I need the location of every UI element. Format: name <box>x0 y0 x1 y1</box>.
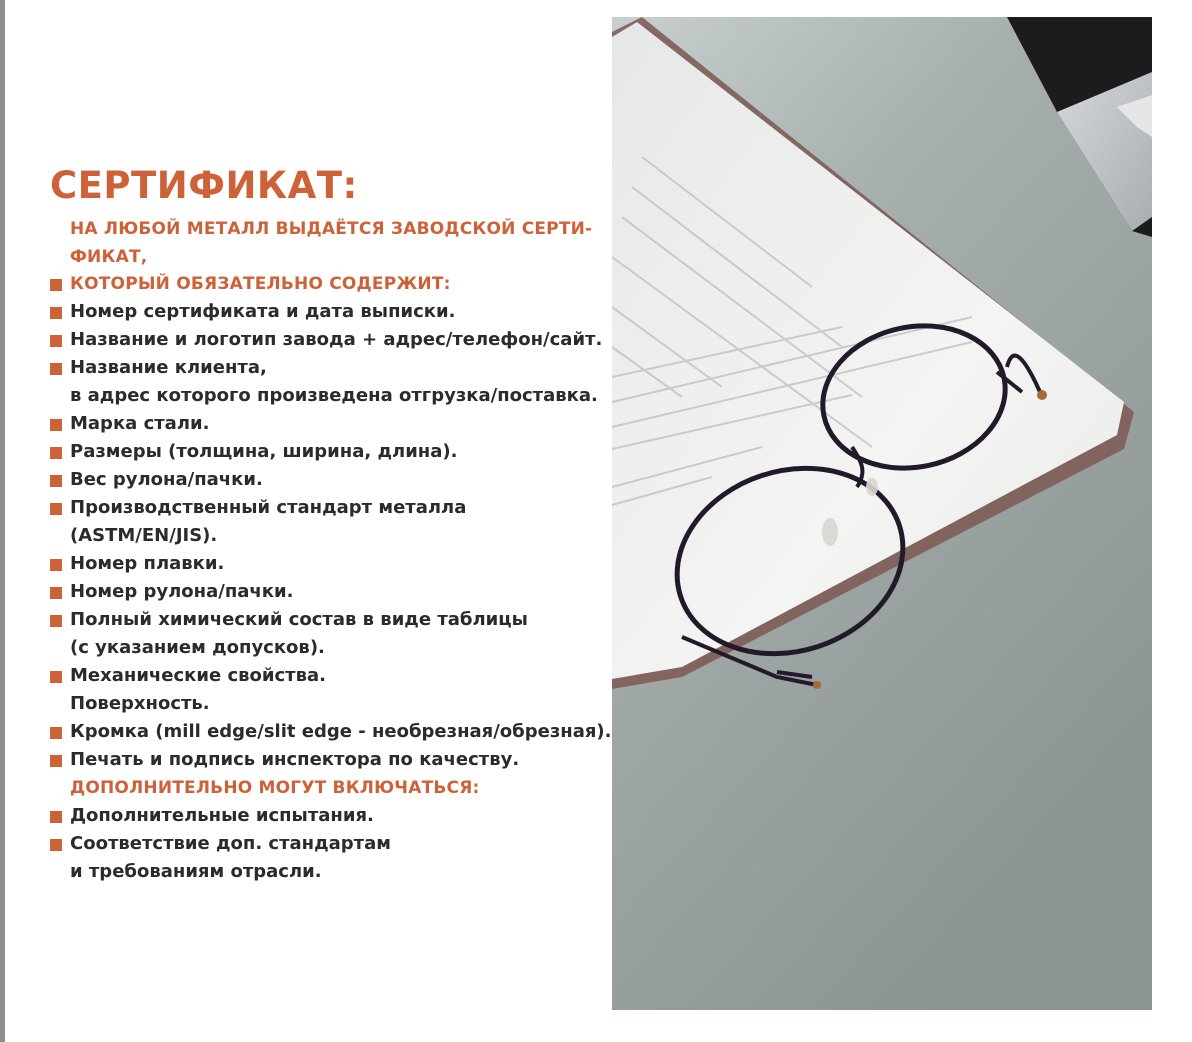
list-item-text: ДОПОЛНИТЕЛЬНО МОГУТ ВКЛЮЧАТЬСЯ: <box>70 778 480 798</box>
square-bullet-icon <box>50 279 62 291</box>
list-item <box>50 858 610 886</box>
square-bullet-icon <box>50 811 62 823</box>
list-item <box>50 830 610 858</box>
list-item <box>50 438 610 466</box>
square-bullet-icon <box>50 615 62 627</box>
square-bullet-icon <box>50 839 62 851</box>
list-item-text: Номер сертификата и дата выписки. <box>70 301 456 322</box>
list-item <box>50 662 610 690</box>
list-item-text: Печать и подпись инспектора по качеству. <box>70 749 520 770</box>
list-item <box>50 606 610 634</box>
square-bullet-icon <box>50 307 62 319</box>
list-item-text: в адрес которого произведена отгрузка/поставка. <box>70 385 598 406</box>
list-item-text: КОТОРЫЙ ОБЯЗАТЕЛЬНО СОДЕРЖИТ: <box>70 274 451 294</box>
square-bullet-icon <box>50 587 62 599</box>
list-item-text: (ASTM/EN/JIS). <box>70 525 218 546</box>
list-item-text: Кромка (mill edge/slit edge - необрезная/обрезная). <box>70 721 612 742</box>
list-item-text: Название клиента, <box>70 357 267 378</box>
intro-line: НА ЛЮБОЙ МЕТАЛЛ ВЫДАЁТСЯ ЗАВОДСКОЙ СЕРТИ- <box>70 219 593 239</box>
list-item <box>50 634 610 662</box>
list-item-text: Полный химический состав в виде таблицы <box>70 609 528 630</box>
list-item <box>50 718 610 746</box>
list-item <box>50 410 610 438</box>
certificate-contents-list <box>50 270 610 886</box>
list-item-text: Производственный стандарт металла <box>70 497 467 518</box>
list-item <box>50 466 610 494</box>
list-item-text: Номер рулона/пачки. <box>70 581 294 602</box>
document-with-glasses-photo <box>612 17 1152 1010</box>
list-item-text: Дополнительные испытания. <box>70 805 374 826</box>
square-bullet-icon <box>50 727 62 739</box>
square-bullet-icon <box>50 475 62 487</box>
list-item <box>50 298 610 326</box>
list-item-text: Поверхность. <box>70 693 210 714</box>
list-item <box>50 578 610 606</box>
list-item-text: Название и логотип завода + адрес/телефон/сайт. <box>70 329 603 350</box>
list-item <box>50 494 610 522</box>
list-item-text: Соответствие доп. стандартам <box>70 833 391 854</box>
list-item-text: Механические свойства. <box>70 665 326 686</box>
list-section-heading <box>50 774 610 802</box>
photo-illustration <box>612 17 1152 1010</box>
list-item <box>50 522 610 550</box>
list-section-heading <box>50 270 610 298</box>
square-bullet-icon <box>50 559 62 571</box>
list-item <box>50 550 610 578</box>
list-item-text: (с указанием допусков). <box>70 637 325 658</box>
square-bullet-icon <box>50 419 62 431</box>
intro-text <box>70 215 610 271</box>
list-item <box>50 802 610 830</box>
square-bullet-icon <box>50 335 62 347</box>
list-item <box>50 326 610 354</box>
list-item <box>50 382 610 410</box>
list-item-text: Вес рулона/пачки. <box>70 469 263 490</box>
list-item-text: и требованиям отрасли. <box>70 861 322 882</box>
intro-line: ФИКАТ, <box>70 247 148 267</box>
square-bullet-icon <box>50 503 62 515</box>
list-item-text: Марка стали. <box>70 413 210 434</box>
square-bullet-icon <box>50 671 62 683</box>
list-item <box>50 746 610 774</box>
square-bullet-icon <box>50 363 62 375</box>
list-item <box>50 690 610 718</box>
square-bullet-icon <box>50 447 62 459</box>
list-item-text: Размеры (толщина, ширина, длина). <box>70 441 458 462</box>
list-item-text: Номер плавки. <box>70 553 225 574</box>
page-edge-bar <box>0 0 5 1042</box>
page-title: СЕРТИФИКАТ: <box>50 164 358 207</box>
list-item <box>50 354 610 382</box>
square-bullet-icon <box>50 755 62 767</box>
